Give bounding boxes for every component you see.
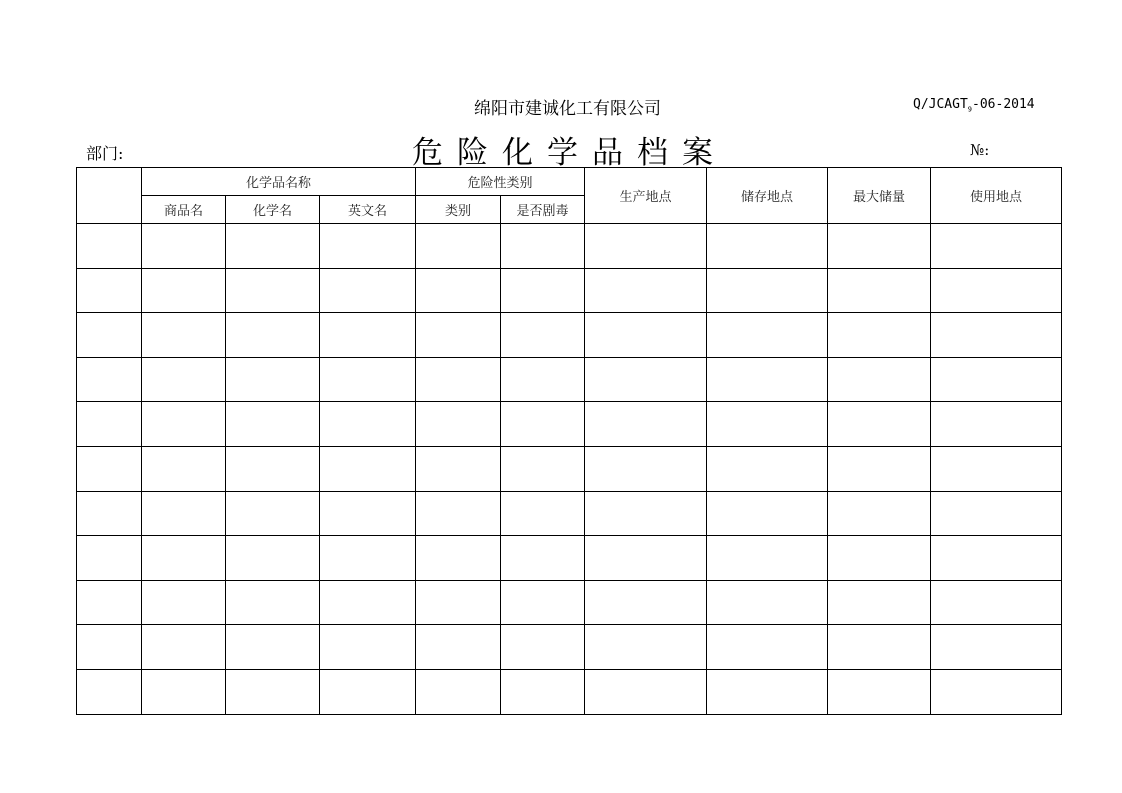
page-title: 危险化学品档案 — [412, 135, 727, 171]
table-cell[interactable] — [142, 402, 226, 447]
table-row — [77, 357, 1062, 402]
table-cell[interactable] — [142, 625, 226, 670]
code-prefix: Q/JCAGT — [913, 97, 968, 112]
header-storage-site: 储存地点 — [707, 168, 828, 224]
table-cell[interactable] — [931, 357, 1062, 402]
table-cell[interactable] — [707, 357, 828, 402]
table-cell[interactable] — [416, 580, 501, 625]
table-cell[interactable] — [320, 669, 416, 714]
table-cell[interactable] — [707, 268, 828, 313]
table-cell[interactable] — [585, 224, 707, 269]
table-cell[interactable] — [416, 536, 501, 581]
table-cell[interactable] — [416, 357, 501, 402]
table-cell[interactable] — [142, 313, 226, 358]
table-cell[interactable] — [931, 536, 1062, 581]
company-name: 绵阳市建诚化工有限公司 — [474, 99, 661, 119]
header-row-1 — [77, 168, 1062, 196]
table-cell[interactable] — [828, 625, 931, 670]
header-max-storage: 最大储量 — [828, 168, 931, 224]
table-cell[interactable] — [501, 625, 585, 670]
table-cell[interactable] — [320, 224, 416, 269]
table-cell[interactable] — [320, 313, 416, 358]
table-cell[interactable] — [585, 491, 707, 536]
table-cell[interactable] — [931, 491, 1062, 536]
table-cell[interactable] — [707, 580, 828, 625]
table-cell[interactable] — [142, 224, 226, 269]
table-cell[interactable] — [77, 313, 142, 358]
table-cell[interactable] — [707, 669, 828, 714]
table-row — [77, 669, 1062, 714]
table-cell[interactable] — [226, 224, 320, 269]
table-cell[interactable] — [320, 536, 416, 581]
table-cell[interactable] — [585, 313, 707, 358]
table-cell[interactable] — [320, 268, 416, 313]
table-cell[interactable] — [77, 268, 142, 313]
table-cell[interactable] — [501, 491, 585, 536]
table-cell[interactable] — [707, 224, 828, 269]
table-cell[interactable] — [226, 268, 320, 313]
table-row — [77, 313, 1062, 358]
table-cell[interactable] — [828, 402, 931, 447]
table-cell[interactable] — [226, 580, 320, 625]
table-cell[interactable] — [501, 580, 585, 625]
code-subscript: 9 — [967, 105, 973, 114]
table-cell[interactable] — [416, 268, 501, 313]
header-category: 类别 — [416, 196, 501, 224]
table-cell[interactable] — [931, 402, 1062, 447]
chemical-archive-table — [76, 167, 1062, 715]
header-blank-cell — [77, 168, 142, 224]
table-cell[interactable] — [320, 357, 416, 402]
table-cell[interactable] — [226, 625, 320, 670]
table-row — [77, 446, 1062, 491]
table-cell[interactable] — [77, 625, 142, 670]
table-cell[interactable] — [77, 536, 142, 581]
table-cell[interactable] — [226, 536, 320, 581]
table-cell[interactable] — [585, 402, 707, 447]
table-cell[interactable] — [77, 491, 142, 536]
table-cell[interactable] — [77, 224, 142, 269]
table-cell[interactable] — [585, 446, 707, 491]
table-cell[interactable] — [501, 402, 585, 447]
table-cell[interactable] — [226, 491, 320, 536]
table-cell[interactable] — [707, 625, 828, 670]
table-cell[interactable] — [142, 669, 226, 714]
table-cell[interactable] — [416, 491, 501, 536]
table-cell[interactable] — [828, 446, 931, 491]
table-cell[interactable] — [416, 625, 501, 670]
table-cell[interactable] — [931, 313, 1062, 358]
table-cell[interactable] — [320, 446, 416, 491]
table-cell[interactable] — [142, 446, 226, 491]
header-chem-name-group: 化学品名称 — [142, 168, 416, 196]
header-production-site: 生产地点 — [585, 168, 707, 224]
table-cell[interactable] — [501, 536, 585, 581]
table-cell[interactable] — [707, 491, 828, 536]
table-cell[interactable] — [828, 536, 931, 581]
table-cell[interactable] — [501, 669, 585, 714]
table-cell[interactable] — [585, 357, 707, 402]
table-cell[interactable] — [142, 536, 226, 581]
table-cell[interactable] — [585, 669, 707, 714]
table-cell[interactable] — [707, 402, 828, 447]
table-cell[interactable] — [585, 268, 707, 313]
table-cell[interactable] — [416, 313, 501, 358]
table-cell[interactable] — [828, 313, 931, 358]
table-cell[interactable] — [226, 446, 320, 491]
header-trade-name: 商品名 — [142, 196, 226, 224]
table-cell[interactable] — [226, 357, 320, 402]
table-cell[interactable] — [142, 357, 226, 402]
table-cell[interactable] — [585, 625, 707, 670]
table-cell[interactable] — [77, 580, 142, 625]
table-row — [77, 625, 1062, 670]
table-cell[interactable] — [501, 224, 585, 269]
table-cell[interactable] — [828, 357, 931, 402]
table-cell[interactable] — [585, 536, 707, 581]
table-cell[interactable] — [707, 313, 828, 358]
table-cell[interactable] — [142, 268, 226, 313]
table-cell[interactable] — [501, 446, 585, 491]
table-row — [77, 402, 1062, 447]
table-cell[interactable] — [226, 402, 320, 447]
table-cell[interactable] — [416, 446, 501, 491]
department-label: 部门: — [86, 144, 124, 163]
table-cell[interactable] — [77, 402, 142, 447]
table-cell[interactable] — [320, 402, 416, 447]
table-cell[interactable] — [142, 491, 226, 536]
table-cell[interactable] — [416, 402, 501, 447]
table-cell[interactable] — [320, 625, 416, 670]
code-suffix: -06-2014 — [972, 97, 1035, 112]
table-cell[interactable] — [416, 669, 501, 714]
table-cell[interactable] — [931, 625, 1062, 670]
table-cell[interactable] — [828, 669, 931, 714]
table-cell[interactable] — [77, 357, 142, 402]
table-cell[interactable] — [585, 580, 707, 625]
table-cell[interactable] — [931, 268, 1062, 313]
table-cell[interactable] — [320, 580, 416, 625]
table-row — [77, 536, 1062, 581]
table-cell[interactable] — [828, 224, 931, 269]
table-cell[interactable] — [320, 491, 416, 536]
table-cell[interactable] — [931, 446, 1062, 491]
document-code — [913, 97, 1035, 114]
table-cell[interactable] — [226, 313, 320, 358]
header-highly-toxic: 是否剧毒 — [501, 196, 585, 224]
table-cell[interactable] — [931, 224, 1062, 269]
number-label: №: — [970, 141, 990, 159]
header-hazard-group: 危险性类别 — [416, 168, 585, 196]
table-cell[interactable] — [77, 669, 142, 714]
table-cell[interactable] — [416, 224, 501, 269]
table-cell[interactable] — [77, 446, 142, 491]
table-cell[interactable] — [828, 491, 931, 536]
table-cell[interactable] — [931, 669, 1062, 714]
table-cell[interactable] — [501, 268, 585, 313]
table-row — [77, 224, 1062, 269]
table-row — [77, 491, 1062, 536]
table-cell[interactable] — [828, 580, 931, 625]
header-chemical-name: 化学名 — [226, 196, 320, 224]
table-cell[interactable] — [142, 580, 226, 625]
table-row — [77, 580, 1062, 625]
table-cell[interactable] — [828, 268, 931, 313]
table-cell[interactable] — [501, 313, 585, 358]
table-cell[interactable] — [707, 536, 828, 581]
table-cell[interactable] — [501, 357, 585, 402]
header-usage-site: 使用地点 — [931, 168, 1062, 224]
table-row — [77, 268, 1062, 313]
table-cell[interactable] — [931, 580, 1062, 625]
table-cell[interactable] — [226, 669, 320, 714]
table-cell[interactable] — [707, 446, 828, 491]
header-english-name: 英文名 — [320, 196, 416, 224]
